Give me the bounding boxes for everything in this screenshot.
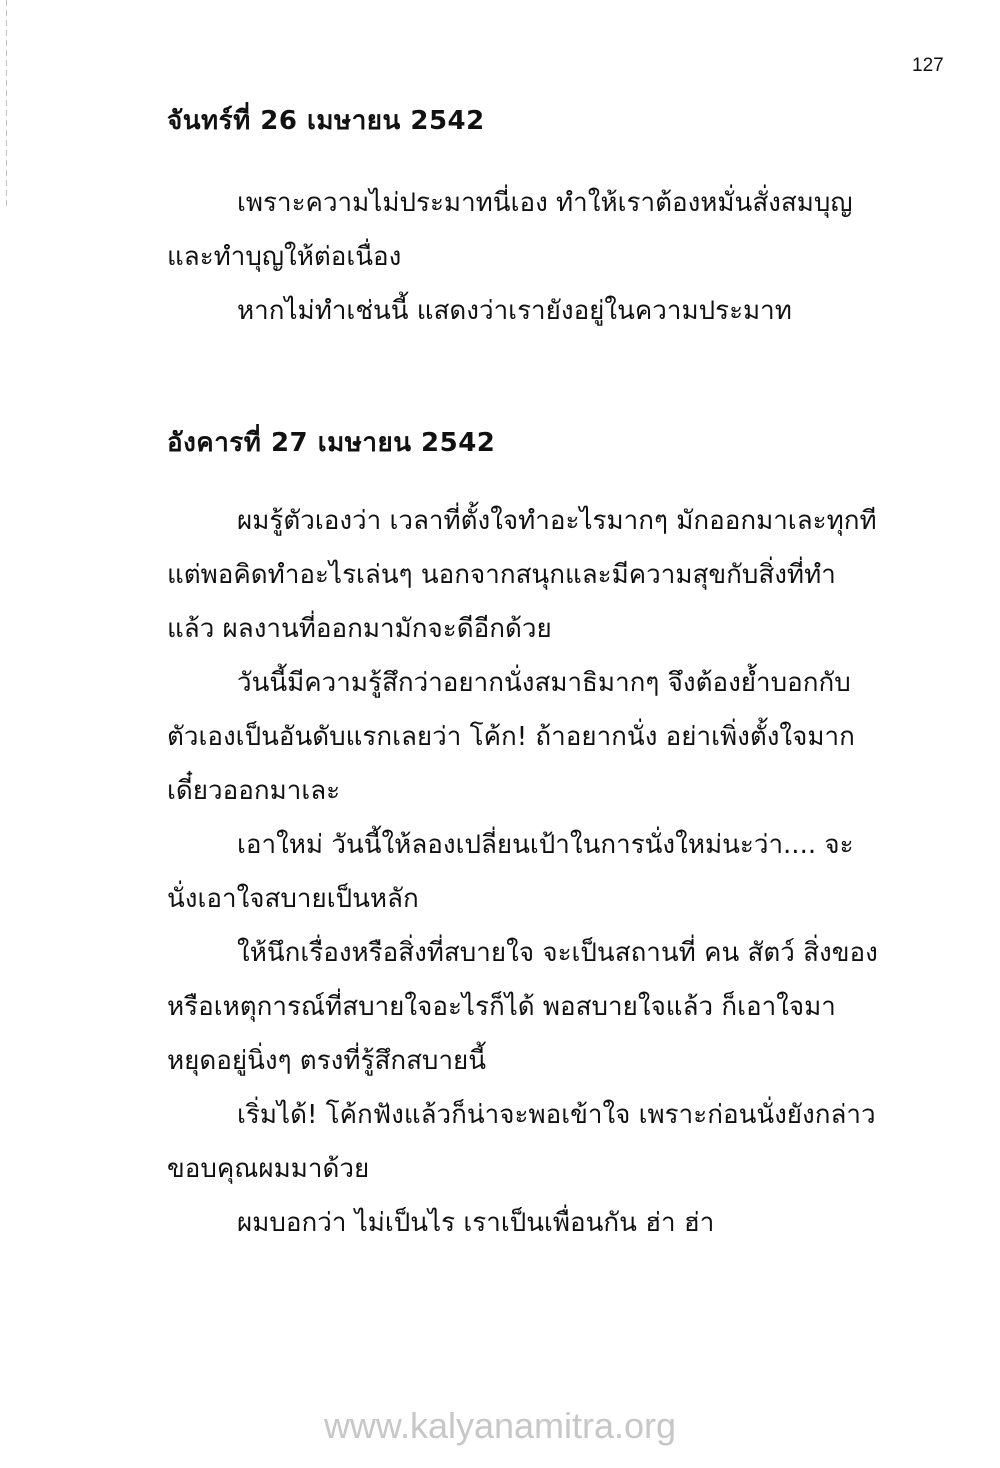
- page-number: 127: [912, 55, 944, 76]
- paragraph-line: เดี๋ยวออกมาเละ: [167, 776, 341, 806]
- paragraph-line: หรือเหตุการณ์ที่สบายใจอะไรก็ได้ พอสบายใจแล้ว ก็เอาใจมา: [167, 992, 836, 1022]
- entry-heading-1: จันทร์ที่ 26 เมษายน 2542: [167, 106, 485, 136]
- entry-body-1: [167, 176, 902, 338]
- website-watermark: www.kalyanamitra.org: [323, 1405, 677, 1446]
- entry-heading-2: อังคารที่ 27 เมษายน 2542: [167, 428, 496, 458]
- paragraph-line: หากไม่ทำเช่นนี้ แสดงว่าเรายังอยู่ในความประมาท: [237, 296, 792, 326]
- paragraph-line: และทำบุญให้ต่อเนื่อง: [167, 242, 402, 272]
- paragraph-line: เอาใหม่ วันนี้ให้ลองเปลี่ยนเป้าในการนั่งใหม่นะว่า.... จะ: [237, 830, 854, 860]
- paragraph-line: เริ่มได้! โค้กฟังแล้วก็น่าจะพอเข้าใจ เพราะก่อนนั่งยังกล่าว: [237, 1100, 876, 1130]
- paragraph-line: หยุดอยู่นิ่งๆ ตรงที่รู้สึกสบายนี้: [167, 1046, 487, 1076]
- paragraph-line: ผมรู้ตัวเองว่า เวลาที่ตั้งใจทำอะไรมากๆ มักออกมาเละทุกที: [237, 506, 877, 536]
- paragraph-line: ให้นึกเรื่องหรือสิ่งที่สบายใจ จะเป็นสถานที่ คน สัตว์ สิ่งของ: [237, 938, 878, 968]
- paragraph-line: เพราะความไม่ประมาทนี่เอง ทำให้เราต้องหมั่นสั่งสมบุญ: [237, 188, 853, 218]
- paragraph-line: ตัวเองเป็นอันดับแรกเลยว่า โค้ก! ถ้าอยากนั่ง อย่าเพิ่งตั้งใจมาก: [167, 722, 855, 752]
- paragraph-line: วันนี้มีความรู้สึกว่าอยากนั่งสมาธิมากๆ จึงต้องย้ำบอกกับ: [237, 668, 851, 698]
- paragraph-line: แล้ว ผลงานที่ออกมามักจะดีอีกด้วย: [167, 614, 552, 644]
- paragraph-line: แต่พอคิดทำอะไรเล่นๆ นอกจากสนุกและมีความสุขกับสิ่งที่ทำ: [167, 560, 836, 590]
- paragraph-line: ผมบอกว่า ไม่เป็นไร เราเป็นเพื่อนกัน ฮ่า ฮ่า: [237, 1208, 715, 1238]
- paragraph-line: นั่งเอาใจสบายเป็นหลัก: [167, 884, 419, 914]
- entry-body-2: [167, 494, 902, 1250]
- scan-edge-mark: [6, 0, 7, 210]
- paragraph-line: ขอบคุณผมมาด้วย: [167, 1154, 370, 1184]
